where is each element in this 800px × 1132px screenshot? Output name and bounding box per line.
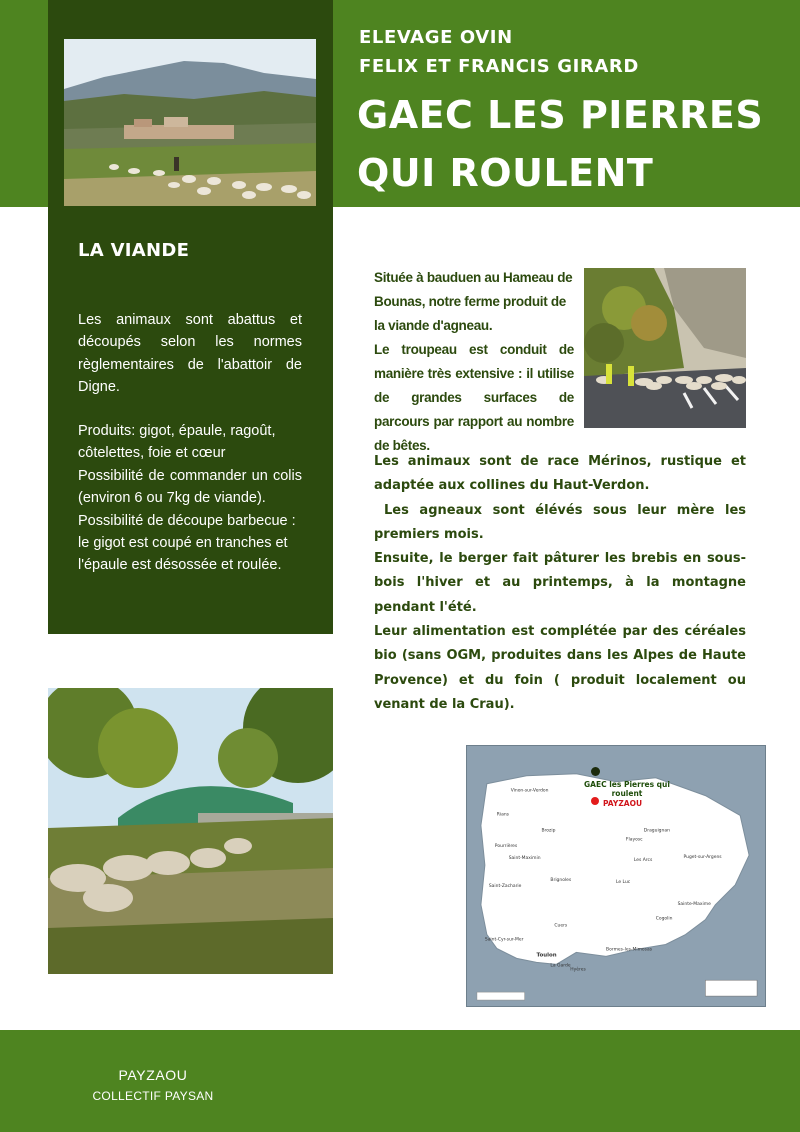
body-lambs: Les agneaux sont élévés sous leur mère les premiers mois. — [374, 502, 746, 542]
gaec-map-label: GAEC les Pierres qui roulent — [584, 780, 670, 798]
svg-text:Brignoles: Brignoles — [550, 877, 572, 883]
svg-text:Hyères: Hyères — [570, 967, 586, 973]
sheep-pen-photo — [48, 688, 333, 974]
kicker-owners: FELIX ET FRANCIS GIRARD — [359, 56, 639, 77]
footer-collective-subtitle: COLLECTIF PAYSAN — [92, 1089, 214, 1103]
svg-text:Bormes-les-Mimosas: Bormes-les-Mimosas — [606, 947, 653, 953]
page-title: GAEC LES PIERRES QUI ROULENT — [357, 93, 764, 195]
intro-paragraph-location: Située à bauduen au Hameau de Bounas, notre ferme produit de la viande d'agneau. — [374, 270, 573, 333]
region-map — [466, 745, 766, 1007]
kicker-farm-type: ELEVAGE OVIN — [359, 27, 513, 48]
body-feeding: Leur alimentation est complétée par des céréales bio (sans OGM, produites dans les Alpes de Haute Provence) et du foin ( produit localement ou venant de la Crau). — [374, 624, 746, 712]
footer-collective-name: PAYZAOU — [118, 1067, 188, 1083]
gaec-location-marker — [591, 767, 600, 776]
body-grazing: Ensuite, le berger fait pâturer les brebis en sous-bois l'hiver et au printemps, à la montagne pendant l'été. — [374, 551, 746, 615]
order-line: Possibilité de commander un colis (environ 6 ou 7kg de viande). — [78, 467, 302, 507]
svg-text:Saint-Cyr-sur-Mer: Saint-Cyr-sur-Mer — [484, 937, 524, 943]
intro-paragraph-herd: Le troupeau est conduit de manière très extensive : il utilise de grandes surfaces de parcours par rapport au nombre de bêtes. — [374, 342, 574, 453]
svg-text:Pourrières: Pourrières — [494, 844, 518, 850]
village-landscape-photo — [64, 39, 316, 206]
svg-text:Saint-Zacharie: Saint-Zacharie — [488, 883, 522, 889]
section-heading-viande: LA VIANDE — [78, 240, 190, 261]
svg-text:Sainte-Maxime: Sainte-Maxime — [677, 901, 711, 907]
svg-text:Brozip: Brozip — [541, 828, 556, 834]
svg-text:Les Arcs: Les Arcs — [633, 858, 653, 864]
svg-text:La Garde: La Garde — [550, 963, 571, 969]
payzaou-map-label: PAYZAOU — [603, 799, 643, 808]
sidebar-paragraph-products — [78, 420, 302, 577]
svg-text:Cuers: Cuers — [554, 923, 568, 929]
svg-text:Saint-Maximin: Saint-Maximin — [508, 856, 541, 862]
svg-text:Rians: Rians — [496, 812, 510, 818]
svg-text:Draguignan: Draguignan — [643, 828, 670, 834]
sidebar-paragraph-slaughter: Les animaux sont abattus et découpés selon les normes règlementaires de l'abattoir de Digne. — [78, 312, 302, 396]
svg-text:Toulon: Toulon — [536, 952, 557, 959]
svg-text:Flayosc: Flayosc — [625, 837, 643, 843]
svg-text:Le Luc: Le Luc — [616, 879, 631, 885]
body-breed: Les animaux sont de race Mérinos, rustique et adaptée aux collines du Haut-Verdon. — [374, 454, 746, 494]
intro-text — [374, 266, 574, 458]
svg-text:Cogolin: Cogolin — [655, 916, 673, 922]
products-line: Produits: gigot, épaule, ragoût, côtelettes, foie et cœur — [78, 423, 276, 462]
svg-text:Puget-sur-Argens: Puget-sur-Argens — [683, 855, 722, 861]
barbecue-line: Possibilité de découpe barbecue : le gigot est coupé en tranches et l'épaule est désossée et roulée. — [78, 512, 296, 574]
flock-on-road-photo — [584, 268, 746, 428]
svg-text:Vinon-sur-Verdon: Vinon-sur-Verdon — [510, 788, 549, 794]
payzaou-location-marker — [591, 797, 599, 805]
body-text — [374, 450, 746, 717]
